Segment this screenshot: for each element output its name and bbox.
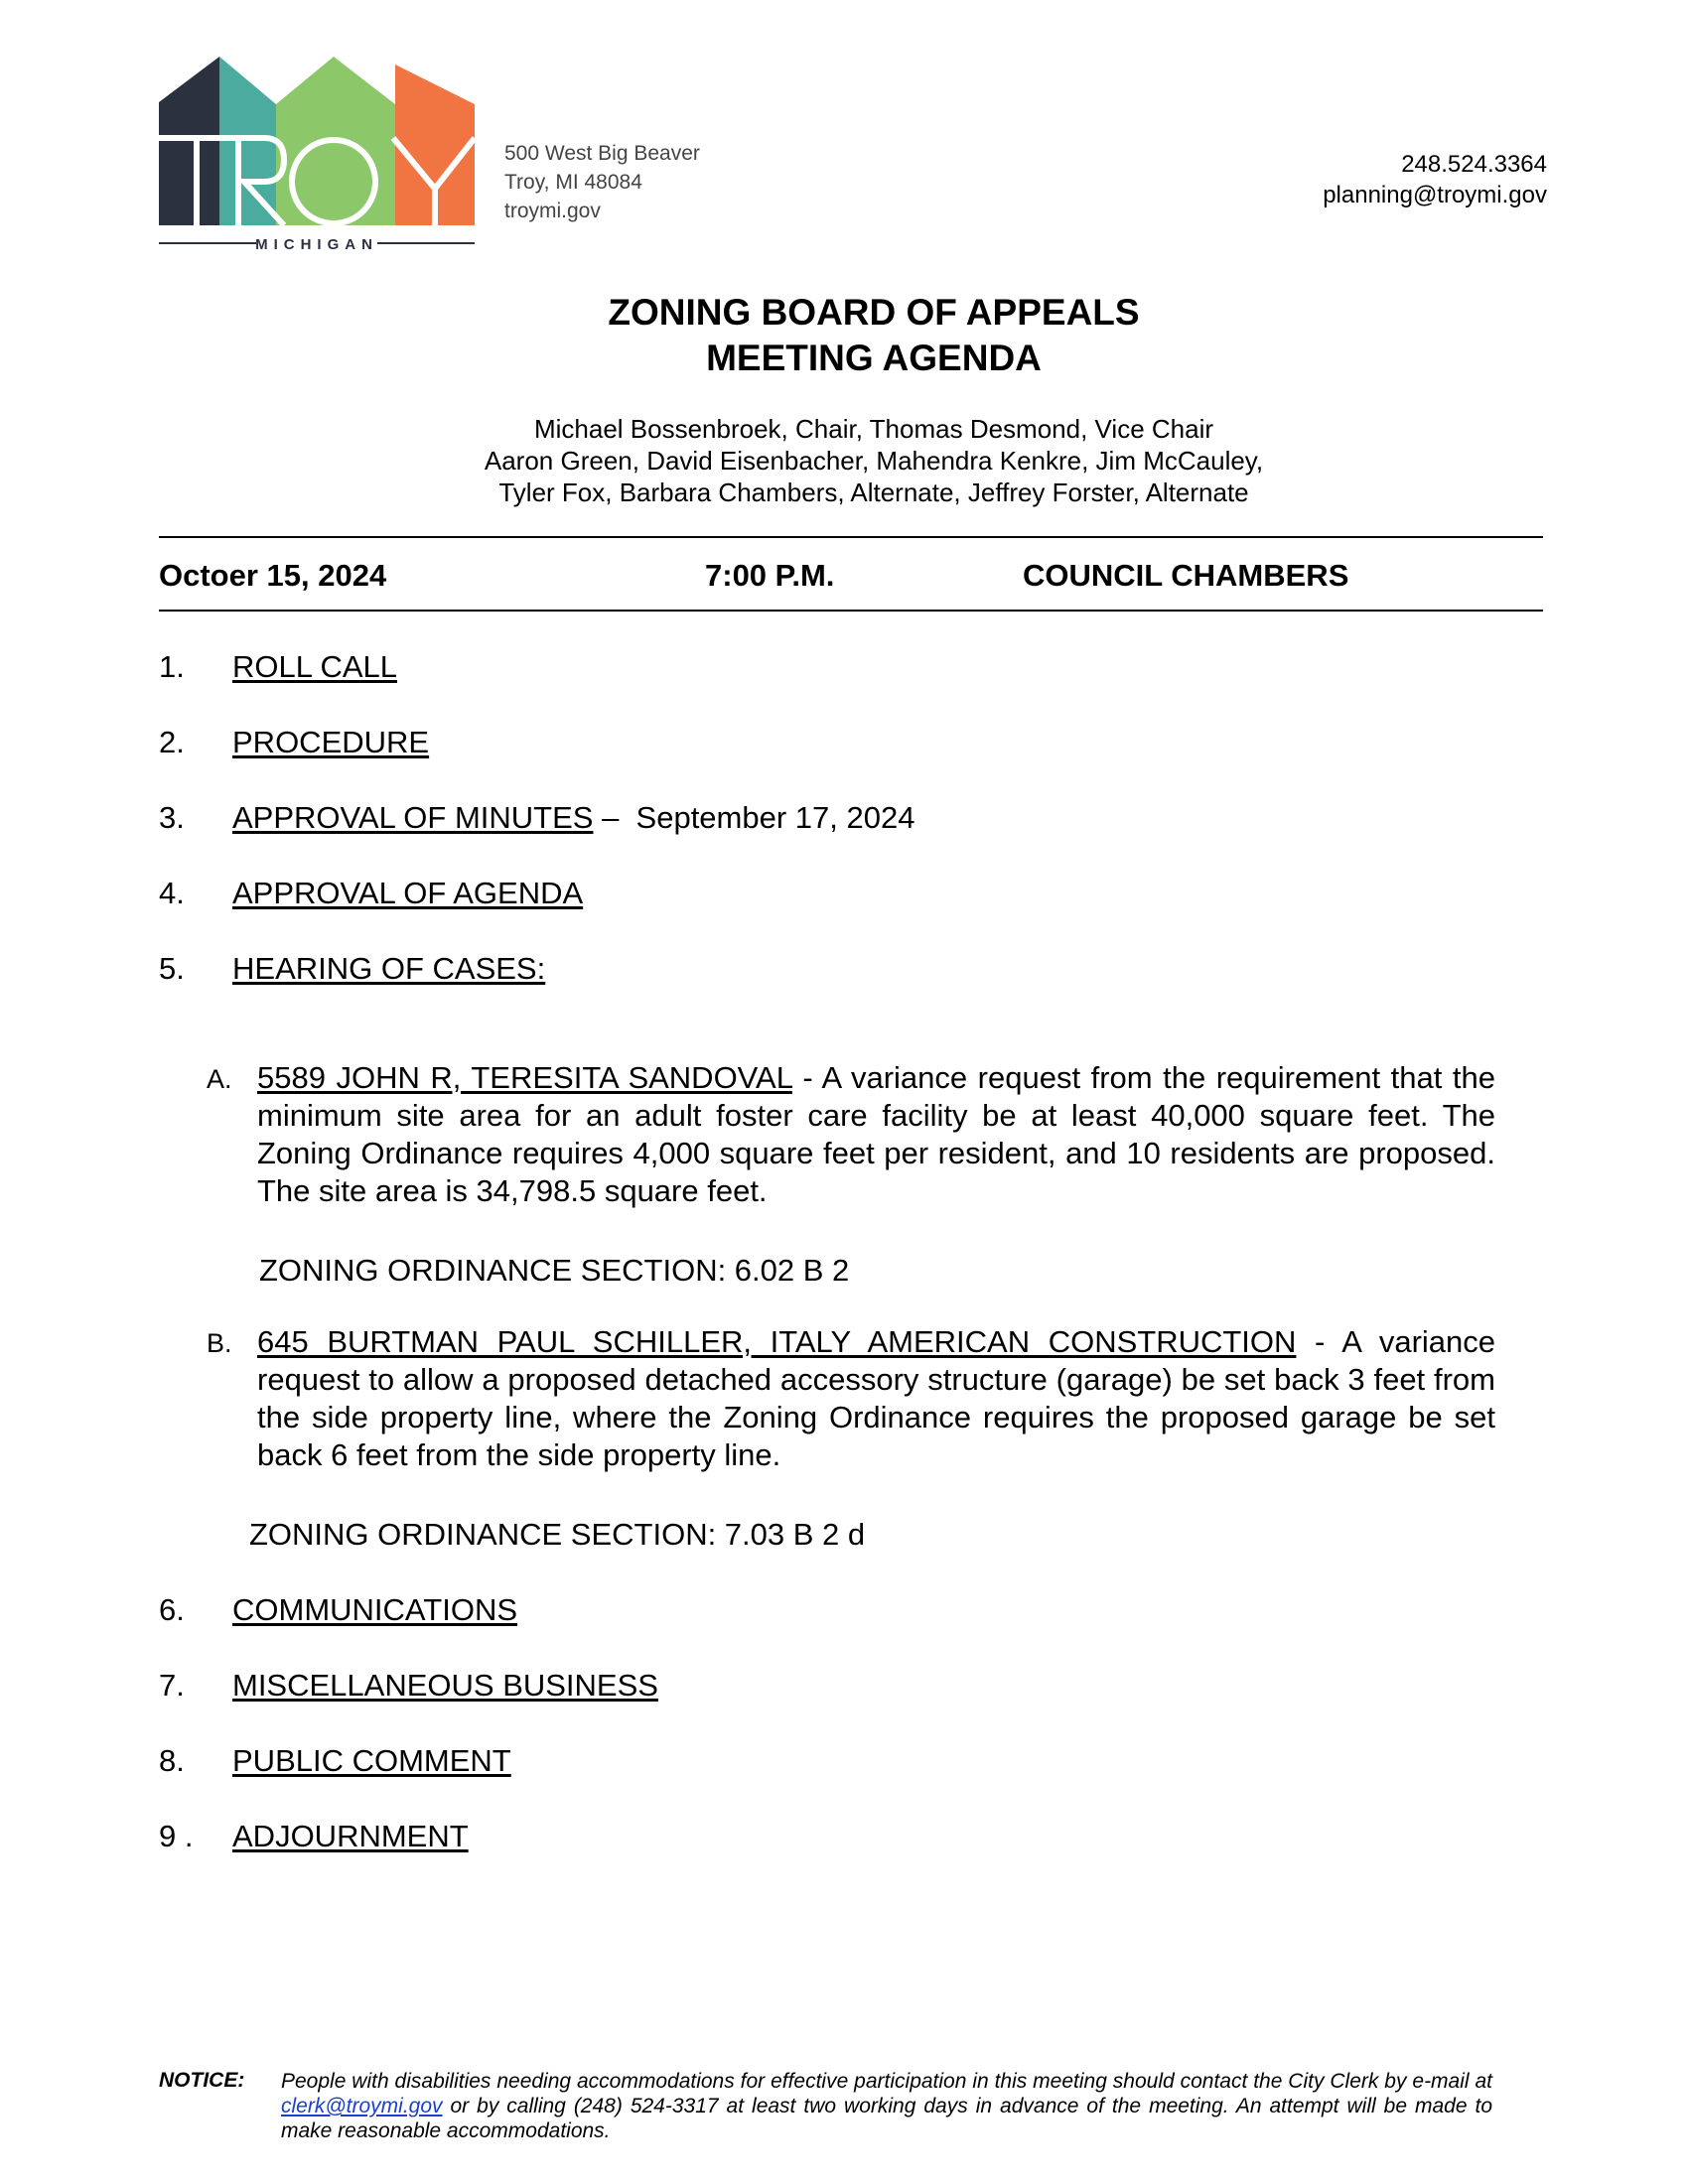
notice-text <box>281 2069 1492 2143</box>
troy-logo <box>157 55 480 253</box>
agenda-item-approval-of-minutes: APPROVAL OF MINUTES <box>232 800 594 835</box>
case-b-text: - A variance request to allow a proposed detached accessory structure (garage) be set back 3 feet from the side property line, where the Zoning Ordinance requires the proposed garage be set back 6 feet from the side property line. <box>257 1324 1496 1472</box>
notice-text-after: or by calling (248) 524-3317 at least two working days in advance of the meeting. An attempt will be made to make reasonable accommodations. <box>281 2095 1492 2142</box>
notice-text-before: People with disabilities needing accommodations for effective participation in this meeting should contact the City Clerk by e-mail at <box>281 2070 1492 2093</box>
agenda-item-number: 5. <box>159 951 185 986</box>
agenda-item-number: 8. <box>159 1743 185 1778</box>
minutes-date: – September 17, 2024 <box>593 800 915 835</box>
board-members <box>0 413 1688 508</box>
agenda-item-number: 9 . <box>159 1819 194 1853</box>
case-b-description <box>257 1323 1495 1474</box>
case-a-text: - A variance request from the requirement that the minimum site area for an adult foster care facility be at least 40,000 square feet. The Zoning Ordinance requires 4,000 square feet per resident, and 10 residents are proposed. The site area is 34,798.5 square feet. <box>257 1060 1495 1208</box>
agenda-item-miscellaneous-business: MISCELLANEOUS BUSINESS <box>232 1668 658 1703</box>
agenda-item-number: 3. <box>159 800 185 835</box>
page-title <box>0 290 1688 381</box>
case-a-ordinance-section: ZONING ORDINANCE SECTION: 6.02 B 2 <box>259 1253 850 1288</box>
address-website[interactable]: troymi.gov <box>504 200 601 222</box>
title-line-2: MEETING AGENDA <box>706 338 1042 378</box>
address-line: Troy, MI 48084 <box>504 171 642 194</box>
agenda-item-number: 2. <box>159 725 185 759</box>
contact-block <box>1323 149 1547 210</box>
agenda-item-number: 4. <box>159 876 185 910</box>
agenda-item-hearing-of-cases: HEARING OF CASES: <box>232 951 546 986</box>
agenda-item-public-comment: PUBLIC COMMENT <box>232 1743 511 1778</box>
address-block <box>504 139 700 225</box>
agenda-item-approval-of-agenda: APPROVAL OF AGENDA <box>232 876 584 910</box>
address-line: 500 West Big Beaver <box>504 142 700 165</box>
logo-sub: MICHIGAN <box>255 236 378 253</box>
members-line: Tyler Fox, Barbara Chambers, Alternate, Jeffrey Forster, Alternate <box>498 478 1249 507</box>
agenda-item-number: 1. <box>159 649 185 684</box>
case-a-description <box>257 1059 1495 1210</box>
agenda-item-communications: COMMUNICATIONS <box>232 1592 518 1627</box>
agenda-item-procedure: PROCEDURE <box>232 725 430 759</box>
meeting-location: COUNCIL CHAMBERS <box>1023 558 1349 593</box>
notice-label: NOTICE: <box>159 2069 245 2092</box>
members-line: Michael Bossenbroek, Chair, Thomas Desmond, Vice Chair <box>533 414 1214 444</box>
clerk-email-link[interactable]: clerk@troymi.gov <box>281 2095 443 2117</box>
case-letter: B. <box>207 1328 232 1358</box>
meeting-time: 7:00 P.M. <box>705 558 835 593</box>
agenda-item-number: 7. <box>159 1668 185 1703</box>
case-b-title: 645 BURTMAN PAUL SCHILLER, ITALY AMERICAN CONSTRUCTION <box>257 1324 1297 1359</box>
case-letter: A. <box>207 1064 232 1094</box>
divider-bottom <box>159 610 1543 612</box>
case-b-ordinance-section: ZONING ORDINANCE SECTION: 7.03 B 2 d <box>249 1517 866 1552</box>
planning-email[interactable]: planning@troymi.gov <box>1323 182 1547 208</box>
members-line: Aaron Green, David Eisenbacher, Mahendra Kenkre, Jim McCauley, <box>484 446 1264 476</box>
agenda-item-roll-call: ROLL CALL <box>232 649 397 684</box>
title-line-1: ZONING BOARD OF APPEALS <box>608 292 1140 333</box>
meeting-date: Octoer 15, 2024 <box>159 558 387 593</box>
case-a-title: 5589 JOHN R, TERESITA SANDOVAL <box>257 1060 792 1095</box>
agenda-item-minutes-row <box>232 800 914 836</box>
agenda-item-adjournment: ADJOURNMENT <box>232 1819 469 1853</box>
agenda-item-number: 6. <box>159 1592 185 1627</box>
divider-top <box>159 536 1543 538</box>
phone-number: 248.524.3364 <box>1401 151 1547 178</box>
